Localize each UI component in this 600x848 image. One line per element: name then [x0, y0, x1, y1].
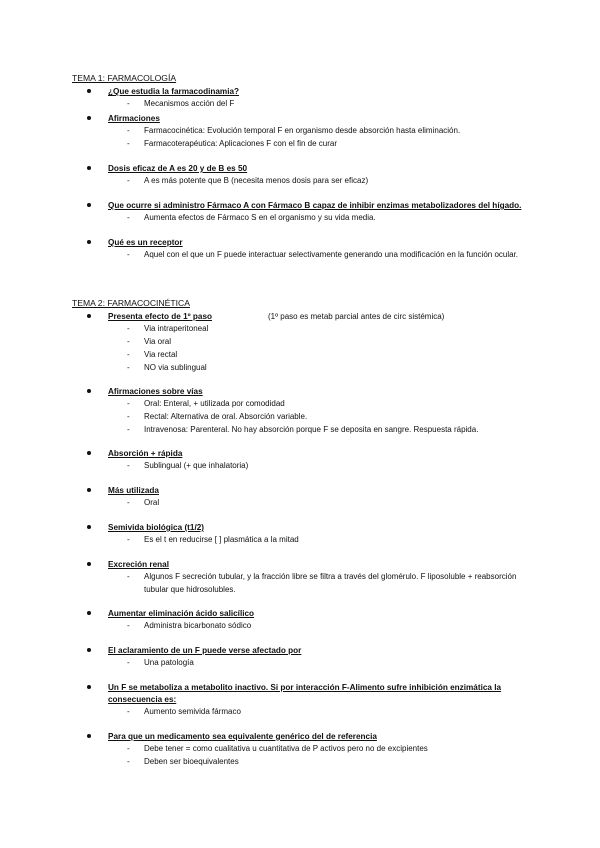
bullet: [86, 202, 94, 210]
answer: Via intraperitoneal: [144, 324, 209, 333]
tema2-heading: TEMA 2: FARMACOCINÉTICA: [72, 298, 190, 308]
question-1: ¿Que estudia la farmacodinamia?: [108, 87, 240, 96]
dash: -: [127, 139, 130, 148]
question-6: Presenta efecto de 1º paso: [108, 312, 213, 321]
answer: Es el t en reducirse [ ] plasmática a la mitad: [144, 535, 299, 544]
question-2: Afirmaciones: [108, 114, 160, 123]
answer: Via rectal: [144, 350, 178, 359]
bullet: [86, 388, 94, 396]
dash: -: [127, 707, 130, 716]
dash: -: [127, 757, 130, 766]
bullet: [86, 313, 94, 321]
bullet: [86, 487, 94, 495]
answer: Via oral: [144, 337, 171, 346]
dash: -: [127, 126, 130, 135]
dash: -: [127, 350, 130, 359]
answer: Sublingual (+ que inhalatoria): [144, 461, 249, 470]
answer: Mecanismos acción del F: [144, 99, 235, 108]
answer: Intravenosa: Parenteral. No hay absorción porque F se deposita en sangre. Respuesta rápida.: [144, 425, 479, 434]
answer: Aumento semivida fármaco: [144, 707, 241, 716]
dash: -: [127, 461, 130, 470]
bullet: [86, 610, 94, 618]
answer: Administra bicarbonato sódico: [144, 621, 252, 630]
answer: Algunos F secreción tubular, y la fracción libre se filtra a través del glomérulo. F liposoluble + reabsorción tubular que hidrosolubles.: [144, 572, 517, 594]
answer: Aumenta efectos de Fármaco S en el organismo y su vida media.: [144, 213, 376, 222]
note: (1º paso es metab parcial antes de circ sistémica): [268, 312, 445, 321]
question-7: Afirmaciones sobre vías: [108, 387, 203, 396]
question-15: Para que un medicamento sea equivalente genérico del de referencia: [108, 732, 377, 741]
question-4: Que ocurre si administro Fármaco A con Fármaco B capaz de inhibir enzimas metabolizadores del hígado.: [108, 201, 522, 210]
answer: Deben ser bioequivalentes: [144, 757, 239, 766]
question-12: Aumentar eliminación ácido salicílico: [108, 609, 255, 618]
answer: NO via sublingual: [144, 363, 207, 372]
tema1-heading: TEMA 1: FARMACOLOGÍA: [72, 73, 177, 83]
dash: -: [127, 399, 130, 408]
bullet: [86, 733, 94, 741]
answer: Aquel con el que un F puede interactuar selectivamente generando una modificación en la función ocular.: [144, 250, 519, 259]
dash: -: [127, 412, 130, 421]
answer: Rectal: Alternativa de oral. Absorción variable.: [144, 412, 308, 421]
question-9: Más utilizada: [108, 486, 159, 495]
bullet: [86, 115, 94, 123]
answer: A es más potente que B (necesita menos dosis para ser eficaz): [144, 176, 369, 185]
bullet: [86, 88, 94, 96]
question-11: Excreción renal: [108, 560, 169, 569]
bullet: [86, 165, 94, 173]
bullet: [86, 561, 94, 569]
answer: Farmacocinética: Evolución temporal F en organismo desde absorción hasta eliminación.: [144, 126, 461, 135]
bullet: [86, 684, 94, 692]
dash: -: [127, 99, 130, 108]
dash: -: [127, 744, 130, 753]
answer: Oral: [144, 498, 160, 507]
bullet: [86, 647, 94, 655]
dash: -: [127, 572, 130, 581]
dash: -: [127, 363, 130, 372]
answer: Oral: Enteral, + utilizada por comodidad: [144, 399, 285, 408]
dash: -: [127, 337, 130, 346]
dash: -: [127, 324, 130, 333]
dash: -: [127, 250, 130, 259]
dash: -: [127, 621, 130, 630]
dash: -: [127, 213, 130, 222]
answer: Farmacoterapéutica: Aplicaciones F con el fin de curar: [144, 139, 337, 148]
dash: -: [127, 658, 130, 667]
question-5: Qué es un receptor: [108, 238, 183, 247]
question-3: Dosis eficaz de A es 20 y de B es 50: [108, 164, 248, 173]
question-8: Absorción + rápida: [108, 449, 183, 458]
dash: -: [127, 498, 130, 507]
bullet: [86, 450, 94, 458]
bullet: [86, 239, 94, 247]
question-14: Un F se metaboliza a metabolito inactivo. Si por interacción F-Alimento sufre inhibición enzimática la consecuencia es:: [108, 683, 502, 704]
dash: -: [127, 535, 130, 544]
dash: -: [127, 425, 130, 434]
bullet: [86, 524, 94, 532]
answer: Debe tener = como cualitativa u cuantitativa de P activos pero no de excipientes: [144, 744, 428, 753]
answer: Una patología: [144, 658, 194, 667]
question-13: El aclaramiento de un F puede verse afectado por: [108, 646, 302, 655]
question-10: Semivida biológica (t1/2): [108, 523, 204, 532]
dash: -: [127, 176, 130, 185]
